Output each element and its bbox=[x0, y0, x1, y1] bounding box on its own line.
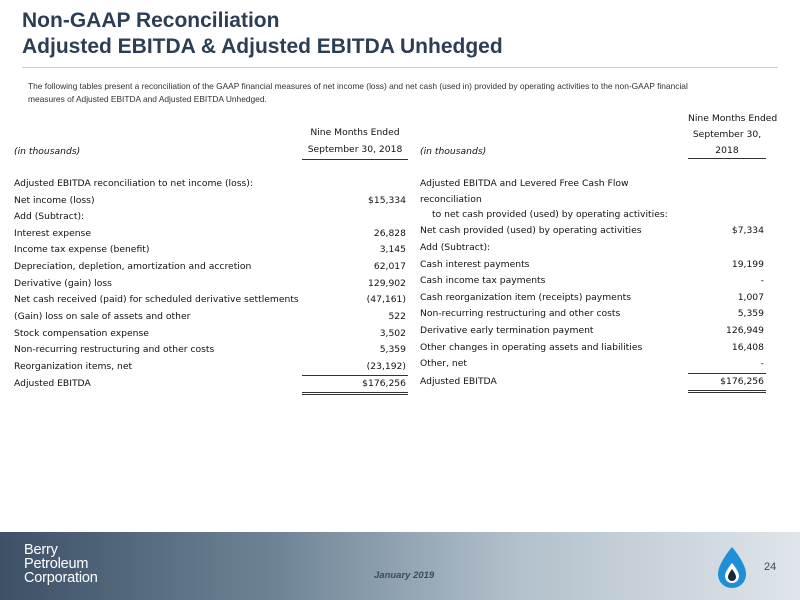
row-label: Adjusted EBITDA bbox=[420, 376, 497, 387]
row-value: 5,359 bbox=[737, 308, 764, 319]
table-row bbox=[14, 193, 408, 209]
table-row bbox=[14, 209, 408, 225]
row-value: 126,949 bbox=[726, 325, 764, 336]
row-value: 62,017 bbox=[373, 261, 406, 272]
table-row bbox=[14, 359, 408, 375]
logo-line-2: Petroleum bbox=[24, 556, 89, 572]
title-divider bbox=[22, 67, 778, 68]
row-label: Cash reorganization item (receipts) payments bbox=[420, 292, 632, 303]
left-col-header-2: September 30, 2018 bbox=[307, 144, 403, 155]
row-label: Income tax expense (benefit) bbox=[14, 244, 150, 255]
row-value: 16,408 bbox=[731, 342, 764, 353]
row-label: Stock compensation expense bbox=[14, 328, 149, 339]
footer-date: January 2019 bbox=[374, 570, 435, 581]
logo-line-3: Corporation bbox=[24, 570, 98, 586]
row-value: 522 bbox=[388, 311, 406, 322]
row-label: Other, net bbox=[420, 358, 468, 369]
left-section-label: Adjusted EBITDA reconciliation to net income (loss): bbox=[14, 178, 253, 189]
table-row bbox=[420, 223, 766, 239]
table-row bbox=[14, 242, 408, 258]
intro-line-2: measures of Adjusted EBITDA and Adjusted EBITDA Unhedged. bbox=[28, 94, 267, 104]
right-section-line-1: Adjusted EBITDA and Levered Free Cash Flow bbox=[420, 178, 629, 189]
row-value: 5,359 bbox=[379, 344, 406, 355]
table-row bbox=[14, 309, 408, 325]
page-title bbox=[22, 8, 503, 60]
table-row-total bbox=[14, 376, 408, 392]
right-total-double-underline bbox=[688, 390, 766, 393]
row-value: $176,256 bbox=[720, 376, 764, 387]
table-row bbox=[14, 226, 408, 242]
title-line-1: Non-GAAP Reconciliation bbox=[22, 9, 280, 32]
row-value: (23,192) bbox=[366, 361, 406, 372]
left-reconciliation-table bbox=[14, 125, 408, 400]
row-label: Net cash provided (used) by operating activities bbox=[420, 225, 642, 236]
row-label: Other changes in operating assets and liabilities bbox=[420, 342, 643, 353]
row-label: Cash interest payments bbox=[420, 259, 530, 270]
table-row bbox=[420, 257, 766, 273]
table-row bbox=[420, 356, 766, 372]
left-total-double-underline bbox=[302, 392, 408, 395]
row-value: 1,007 bbox=[737, 292, 764, 303]
table-row bbox=[14, 259, 408, 275]
row-label: Derivative (gain) loss bbox=[14, 278, 112, 289]
row-label: (Gain) loss on sale of assets and other bbox=[14, 311, 191, 322]
table-row bbox=[420, 273, 766, 289]
row-value: - bbox=[760, 275, 764, 286]
right-reconciliation-table bbox=[420, 111, 778, 401]
table-row bbox=[420, 240, 766, 256]
left-header-underline bbox=[302, 159, 408, 160]
row-label: Cash income tax payments bbox=[420, 275, 546, 286]
table-row bbox=[420, 306, 766, 322]
table-row bbox=[420, 323, 766, 339]
row-label: Net income (loss) bbox=[14, 195, 95, 206]
row-label: Derivative early termination payment bbox=[420, 325, 594, 336]
left-units-label: (in thousands) bbox=[14, 146, 81, 157]
table-row bbox=[420, 340, 766, 356]
row-value: 19,199 bbox=[731, 259, 764, 270]
table-row bbox=[14, 292, 408, 308]
row-value: 3,145 bbox=[379, 244, 406, 255]
row-value: $176,256 bbox=[362, 378, 406, 389]
title-line-2: Adjusted EBITDA & Adjusted EBITDA Unhedged bbox=[22, 35, 503, 58]
right-section-line-3: to net cash provided (used) by operating activities: bbox=[432, 209, 668, 220]
row-value: - bbox=[760, 358, 764, 369]
row-label: Depreciation, depletion, amortization and accretion bbox=[14, 261, 252, 272]
water-drop-logo-icon bbox=[712, 545, 752, 591]
row-label: Net cash received (paid) for scheduled derivative settlements bbox=[14, 294, 299, 305]
page-number: 24 bbox=[764, 561, 777, 573]
right-col-header-3: 2018 bbox=[715, 145, 739, 156]
row-label: Add (Subtract): bbox=[14, 211, 85, 222]
row-label: Non-recurring restructuring and other costs bbox=[14, 344, 215, 355]
table-row bbox=[14, 342, 408, 358]
right-header-underline bbox=[688, 158, 766, 159]
row-value: (47,161) bbox=[366, 294, 406, 305]
row-label: Reorganization items, net bbox=[14, 361, 133, 372]
company-logo bbox=[24, 543, 98, 585]
left-col-header-1: Nine Months Ended bbox=[310, 127, 400, 138]
row-value: 129,902 bbox=[368, 278, 406, 289]
row-label: Non-recurring restructuring and other costs bbox=[420, 308, 621, 319]
table-row bbox=[14, 326, 408, 342]
table-row bbox=[14, 276, 408, 292]
right-section-line-2: reconciliation bbox=[420, 194, 482, 205]
footer-band bbox=[0, 532, 800, 600]
intro-line-1: The following tables present a reconciliation of the GAAP financial measures of net income (loss) and net cash (used in) provided by operating activities to the non-GAAP financial bbox=[28, 81, 688, 91]
row-label: Adjusted EBITDA bbox=[14, 378, 91, 389]
table-row bbox=[420, 290, 766, 306]
right-col-header-1: Nine Months Ended bbox=[688, 113, 778, 124]
right-col-header-2: September 30, bbox=[692, 129, 762, 140]
table-row-total bbox=[420, 374, 766, 390]
intro-text bbox=[28, 80, 728, 106]
row-label: Add (Subtract): bbox=[420, 242, 491, 253]
row-value: $15,334 bbox=[368, 195, 406, 206]
logo-line-1: Berry bbox=[24, 542, 58, 558]
row-value: 26,828 bbox=[373, 228, 406, 239]
row-value: 3,502 bbox=[379, 328, 406, 339]
row-label: Interest expense bbox=[14, 228, 91, 239]
right-units-label: (in thousands) bbox=[420, 146, 487, 157]
row-value: $7,334 bbox=[731, 225, 764, 236]
